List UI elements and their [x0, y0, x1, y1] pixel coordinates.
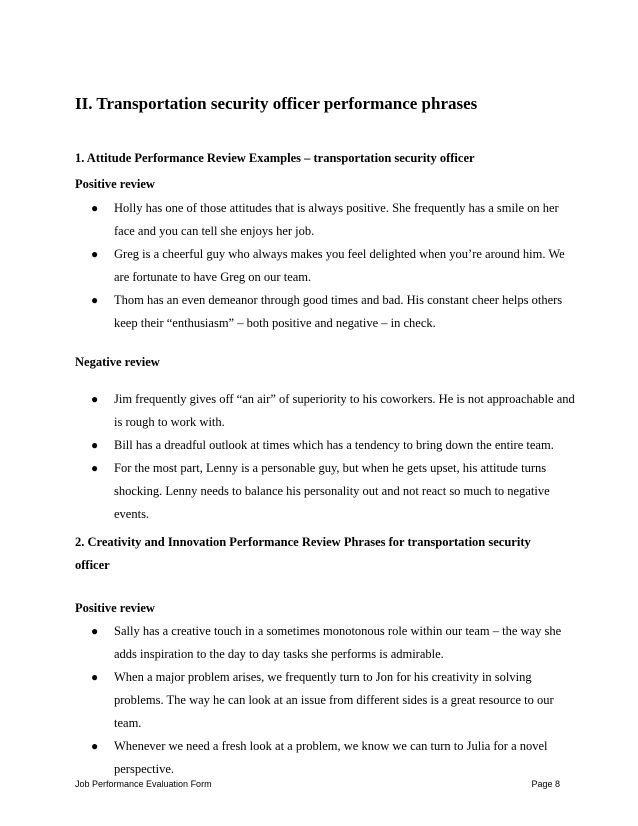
bullet-icon: ●	[91, 739, 99, 753]
section-1-positive-label: Positive review	[75, 177, 155, 191]
section-1-heading: 1. Attitude Performance Review Examples – transportation security officer	[75, 151, 475, 165]
bullet-icon: ●	[91, 392, 99, 406]
list-item: ● Jim frequently gives off “an air” of superiority to his coworkers. He is not approachable and is rough to work with.	[0, 388, 638, 434]
bullet-icon: ●	[91, 461, 99, 475]
section-1-negative-list	[0, 388, 638, 526]
list-item: ● Greg is a cheerful guy who always makes you feel delighted when you’re around him. We are fortunate to have Greg on our team.	[0, 243, 638, 289]
list-item: ● Sally has a creative touch in a sometimes monotonous role within our team – the way she adds inspiration to the day to day tasks she performs is admirable.	[0, 620, 638, 666]
list-item: ● For the most part, Lenny is a personable guy, but when he gets upset, his attitude turns shocking. Lenny needs to balance his personality out and not react so much to negative events.	[0, 457, 638, 526]
list-item: ● Whenever we need a fresh look at a problem, we know we can turn to Julia for a novel perspective.	[0, 735, 638, 781]
bullet-icon: ●	[91, 247, 99, 261]
list-item: ● Thom has an even demeanor through good times and bad. His constant cheer helps others keep their “enthusiasm” – both positive and negative – in check.	[0, 289, 638, 335]
bullet-icon: ●	[91, 438, 99, 452]
bullet-icon: ●	[91, 201, 99, 215]
footer-form-name: Job Performance Evaluation Form	[75, 779, 212, 789]
section-2-positive-list	[0, 620, 638, 781]
section-1-negative-label: Negative review	[75, 355, 160, 369]
list-item: ● When a major problem arises, we frequently turn to Jon for his creativity in solving problems. The way he can look at an issue from different sides is a great resource to our team.	[0, 666, 638, 735]
section-2-heading: 2. Creativity and Innovation Performance Review Phrases for transportation security officer	[75, 535, 531, 572]
list-item: ● Bill has a dreadful outlook at times which has a tendency to bring down the entire team.	[0, 434, 638, 457]
section-1-positive-list	[0, 197, 638, 335]
section-2-positive-label: Positive review	[75, 601, 155, 615]
bullet-icon: ●	[91, 624, 99, 638]
bullet-icon: ●	[91, 293, 99, 307]
footer-page-number: Page 8	[531, 779, 560, 789]
list-item: ● Holly has one of those attitudes that is always positive. She frequently has a smile on her face and you can tell she enjoys her job.	[0, 197, 638, 243]
page-title: II. Transportation security officer performance phrases	[75, 94, 478, 113]
bullet-icon: ●	[91, 670, 99, 684]
